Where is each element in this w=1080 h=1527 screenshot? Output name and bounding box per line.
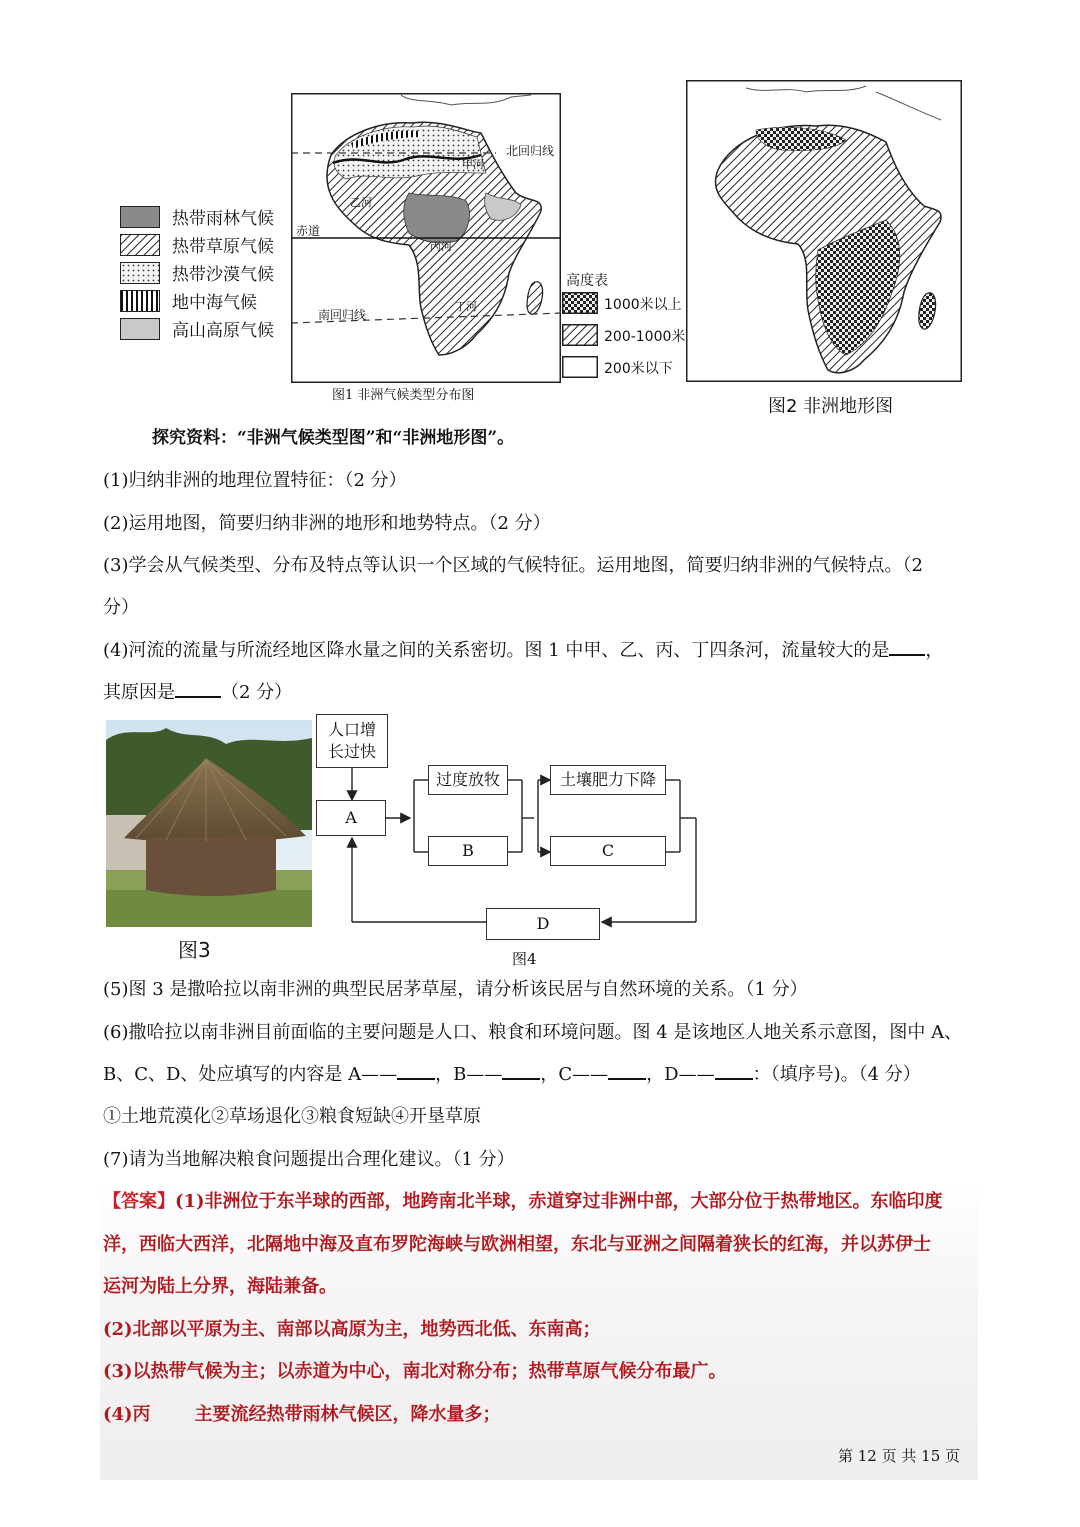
answer-blank	[715, 1078, 753, 1080]
question-7: (7)请为当地解决粮食问题提出合理化建议。（1 分）	[103, 1149, 515, 1170]
question-6-line2	[103, 1063, 921, 1087]
box-population-line2: 长过快	[327, 742, 376, 761]
question-6-part-a: B、C、D、处应填写的内容是 A——	[103, 1064, 398, 1085]
river-jia-label: 甲河	[462, 158, 484, 171]
answer-blank	[889, 654, 925, 656]
answer-1-line3: 运河为陆上分界，海陆兼备。	[103, 1276, 337, 1297]
river-bing-label: 丙河	[430, 240, 452, 253]
answer-blank	[608, 1078, 646, 1080]
elevation-label-low: 200米以下	[604, 361, 673, 377]
answer-4-text: 主要流经热带雨林气候区，降水量多；	[194, 1404, 501, 1425]
elevation-swatch-low	[562, 356, 598, 378]
savanna-swatch	[120, 234, 160, 256]
answer-2: (2)北部以平原为主、南部以高原为主，地势西北低、东南高；	[103, 1319, 601, 1340]
answer-4-num: (4)丙	[103, 1404, 151, 1425]
question-6-part-d: ，D——	[646, 1064, 715, 1085]
box-soil-fertility: 土壤肥力下降	[550, 765, 666, 795]
question-6-line1: (6)撒哈拉以南非洲目前面临的主要问题是人口、粮食和环境问题。图 4 是该地区人地关系示意图，图中 A、	[103, 1022, 963, 1043]
fig2-caption: 图2 非洲地形图	[768, 396, 894, 417]
answer-3: (3)以热带气候为主；以赤道为中心，南北对称分布；热带草原气候分布最广。	[103, 1361, 727, 1382]
box-C: C	[550, 836, 666, 866]
equator-label: 赤道	[296, 224, 321, 238]
question-2: (2)运用地图，简要归纳非洲的地形和地势特点。（2 分）	[103, 513, 551, 534]
question-6-part-c: ，C——	[540, 1064, 609, 1085]
legend-label: 热带沙漠气候	[172, 265, 274, 285]
highland-swatch	[120, 318, 160, 340]
question-6-part-e: ：（填序号)。（4 分）	[752, 1064, 921, 1085]
answer-4	[103, 1403, 501, 1427]
terrain-map	[686, 80, 962, 382]
elevation-swatch-high	[562, 292, 598, 314]
elevation-legend-title: 高度表	[566, 273, 608, 289]
fig1-caption: 图1 非洲气候类型分布图	[332, 388, 475, 403]
question-4-line1: (4)河流的流量与所流经地区降水量之间的关系密切。图 1 中甲、乙、丙、丁四条河，流量较大的是 ，	[103, 640, 944, 661]
rainforest-swatch	[120, 206, 160, 228]
box-A: A	[316, 800, 386, 836]
intro-text: 探究资料：“非洲气候类型图”和“非洲地形图”。	[152, 428, 515, 448]
answer-blank	[502, 1078, 540, 1080]
box-population-growth	[316, 714, 388, 768]
answer-1-line2: 洋，西临大西洋，北隔地中海及直布罗陀海峡与欧洲相望，东北与亚洲之间隔着狭长的红海，并以苏伊士	[103, 1234, 931, 1255]
question-4-points: （2 分）	[221, 682, 293, 703]
river-ding-label: 丁河	[455, 300, 477, 313]
elevation-swatch-mid	[562, 324, 598, 346]
mediterranean-swatch	[120, 290, 160, 312]
fig3-caption: 图3	[178, 938, 211, 962]
answer-blank	[397, 1078, 435, 1080]
rainforest-zone	[404, 193, 470, 243]
tropic-north-label: 北回归线	[506, 144, 555, 158]
question-6-options: ①土地荒漠化②草场退化③粮食短缺④开垦草原	[103, 1106, 481, 1127]
question-4-reason: 其原因是	[103, 682, 175, 703]
question-3-line1: (3)学会从气候类型、分布及特点等认识一个区域的气候特征。运用地图，简要归纳非洲的气候特点。（2	[103, 555, 923, 576]
climate-map	[291, 93, 561, 383]
legend-label: 热带雨林气候	[172, 209, 274, 229]
question-1: (1)归纳非洲的地理位置特征：（2 分）	[103, 470, 407, 491]
fig4-caption: 图4	[512, 950, 537, 968]
answer-1-line1	[103, 1190, 943, 1214]
legend-label: 热带草原气候	[172, 237, 274, 257]
question-4-line2	[103, 681, 292, 705]
page-footer: 第 12 页 共 15 页	[838, 1447, 961, 1465]
box-B: B	[428, 836, 508, 866]
hut-photo	[106, 720, 312, 927]
box-population-line1: 人口增	[327, 720, 376, 739]
answer-1-text: (1)非洲位于东半球的西部，地跨南北半球，赤道穿过非洲中部，大部分位于热带地区。东临印度	[175, 1191, 943, 1212]
question-4-text: (4)河流的流量与所流经地区降水量之间的关系密切。图 1 中甲、乙、丙、丁四条河，流量较大的是	[103, 640, 890, 661]
answer-tag: 【答案】	[103, 1191, 175, 1212]
answer-blank	[175, 696, 221, 698]
elevation-label-mid: 200-1000米	[604, 329, 686, 345]
question-3-line2: 分）	[103, 597, 139, 618]
question-6-part-b: ，B——	[435, 1064, 503, 1085]
question-5: (5)图 3 是撒哈拉以南非洲的典型民居茅草屋，请分析该民居与自然环境的关系。（1 分）	[103, 979, 808, 1000]
legend-label: 地中海气候	[172, 293, 257, 313]
desert-swatch	[120, 262, 160, 284]
river-yi-label: 乙河	[350, 196, 372, 209]
legend-label: 高山高原气候	[172, 321, 274, 341]
elevation-label-high: 1000米以上	[604, 297, 682, 313]
box-D: D	[486, 908, 600, 940]
box-overgrazing: 过度放牧	[428, 765, 508, 795]
tropic-south-label: 南回归线	[318, 308, 367, 322]
